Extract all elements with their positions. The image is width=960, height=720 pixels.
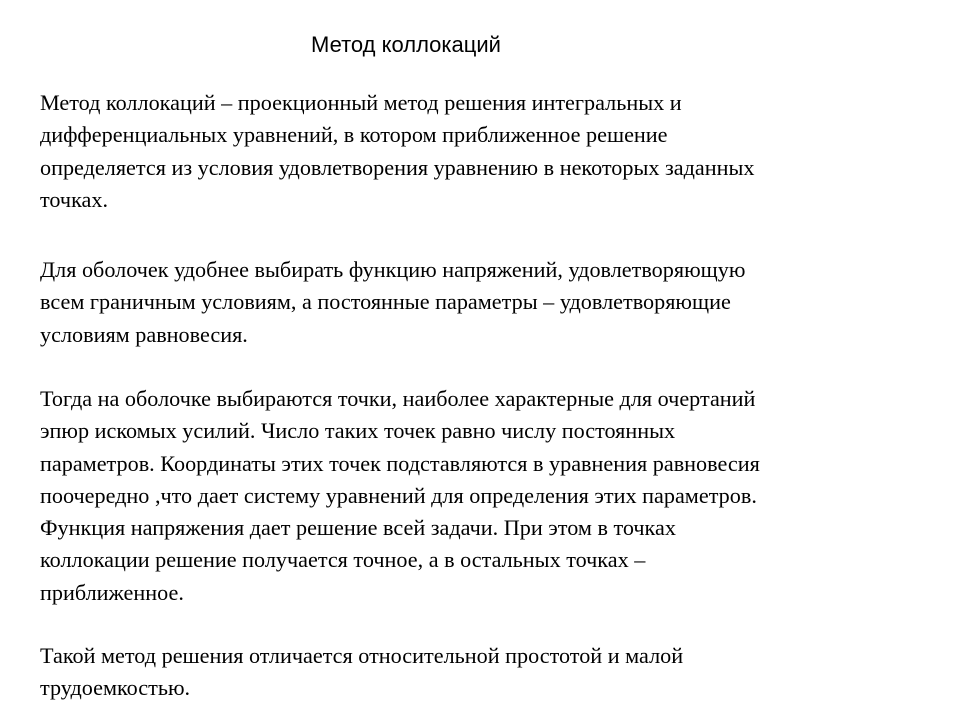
text-line: дифференциальных уравнений, в котором приближенное решение xyxy=(40,122,668,148)
text-line: определяется из условия удовлетворения уравнению в некоторых заданных xyxy=(40,154,755,180)
slide-title: Метод коллокаций xyxy=(311,32,501,57)
paragraph-collocation-points xyxy=(40,383,920,609)
text-line: точках. xyxy=(40,186,109,212)
text-line: всем граничным условиям, а постоянные параметры – удовлетворяющие xyxy=(40,289,731,315)
text-line: трудоемкостью. xyxy=(40,675,191,701)
paragraph-stress-function xyxy=(40,254,920,351)
text-line: коллокации решение получается точное, а в остальных точках – xyxy=(40,547,646,573)
text-line: условиям равновесия. xyxy=(40,321,248,347)
paragraph-conclusion xyxy=(40,640,920,705)
text-line: Для оболочек удобнее выбирать функцию напряжений, удовлетворяющую xyxy=(40,257,746,282)
text-line: параметров. Координаты этих точек подставляются в уравнения равновесия xyxy=(40,450,760,476)
text-line: Тогда на оболочке выбираются точки, наиболее характерные для очертаний xyxy=(40,386,756,411)
paragraph-definition xyxy=(40,87,920,216)
text-line: эпюр искомых усилий. Число таких точек равно числу постоянных xyxy=(40,418,676,444)
text-line: Функция напряжения дает решение всей задачи. При этом в точках xyxy=(40,515,676,541)
text-line: Такой метод решения отличается относительной простотой и малой xyxy=(40,643,684,668)
text-line: Метод коллокаций – проекционный метод решения интегральных и xyxy=(40,90,682,115)
text-line: поочередно ,что дает систему уравнений для определения этих параметров. xyxy=(40,482,757,508)
text-line: приближенное. xyxy=(40,579,184,605)
